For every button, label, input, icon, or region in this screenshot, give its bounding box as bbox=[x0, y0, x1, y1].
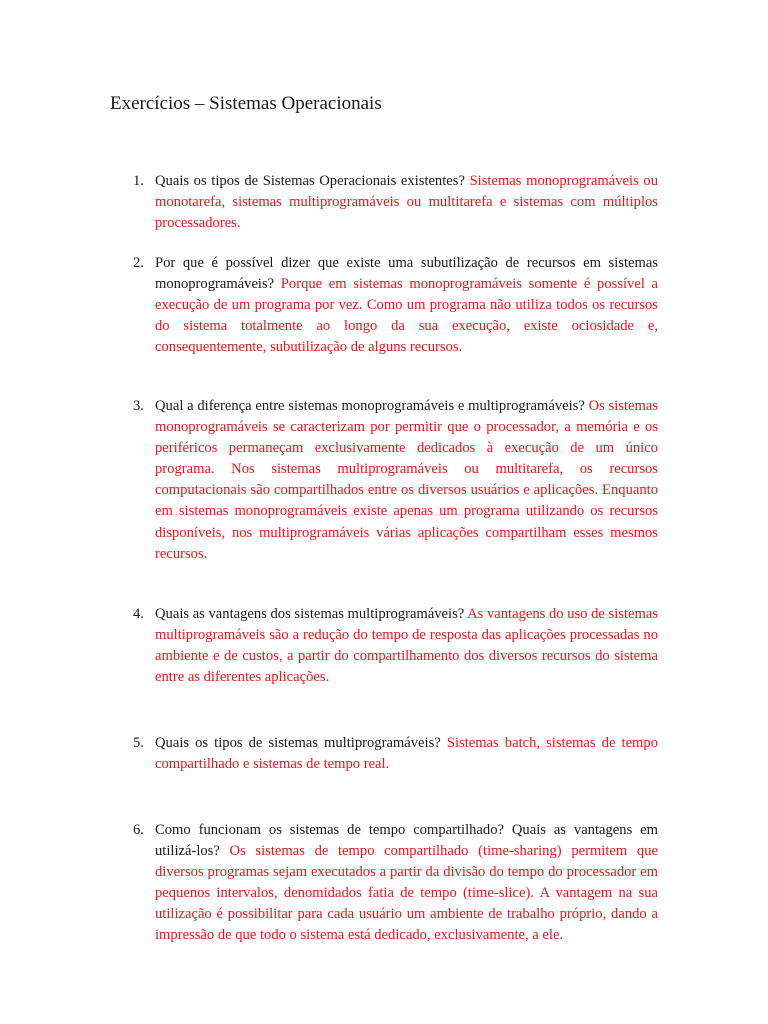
question-text: Como funcionam os sistemas de tempo compartilhado? Quais as vantagens em utilizá-los? bbox=[155, 822, 658, 860]
question-number: 2. bbox=[133, 255, 144, 271]
question-text: Quais as vantagens dos sistemas multiprogramáveis? bbox=[155, 606, 468, 622]
question-number: 3. bbox=[133, 398, 144, 414]
question-text: Por que é possível dizer que existe uma subutilização de recursos em sistemas monoprogramáveis? bbox=[155, 255, 658, 293]
answer-text: Porque em sistemas monoprogramáveis somente é possível a execução de um programa por vez. Como um programa não utiliza todos os recursos do sistema totalmente ao longo da sua execução, existe ociosidade e, consequentemente, subutilização de alguns recursos. bbox=[155, 276, 658, 356]
question-item bbox=[133, 733, 658, 775]
question-item bbox=[133, 820, 658, 947]
question-item bbox=[133, 253, 658, 358]
question-text: Qual a diferença entre sistemas monoprogramáveis e multiprogramáveis? bbox=[155, 398, 589, 414]
answer-text: As vantagens do uso de sistemas multiprogramáveis são a redução do tempo de resposta das aplicações processadas no ambiente e de custos, a partir do compartilhamento dos diversos recursos do sistema entre as diferentes aplicações. bbox=[155, 606, 659, 686]
question-number: 4. bbox=[133, 606, 144, 622]
answer-text: Os sistemas de tempo compartilhado (time-sharing) permitem que diversos programas sejam executados a partir da divisão do tempo do processador em pequenos intervalos, denomidados fatia de tempo (time-slice). A vantagem na sua utilização é possibilitar para cada usuário um ambiente de trabalho próprio, dando a impressão de que todo o sistema está dedicado, exclusivamente, a ele. bbox=[155, 843, 658, 944]
question-item bbox=[133, 171, 658, 234]
question-text: Quais os tipos de Sistemas Operacionais existentes? bbox=[155, 173, 470, 189]
question-text: Quais os tipos de sistemas multiprogramáveis? bbox=[155, 735, 447, 751]
answer-text: Os sistemas monoprogramáveis se caracterizam por permitir que o processador, a memória e os periféricos permaneçam exclusivamente dedicados à execução de um único programa. Nos sistemas multiprogramáveis ou multitarefa, os recursos computacionais são compartilhados entre os diversos usuários e aplicações. Enquanto em sistemas monoprogramáveis existe apenas um programa utilizando os recursos disponíveis, nos multiprogramáveis várias aplicações compartilham esses mesmos recursos. bbox=[155, 398, 658, 562]
page-title: Exercícios – Sistemas Operacionais bbox=[110, 93, 382, 114]
question-number: 1. bbox=[133, 173, 144, 189]
question-number: 5. bbox=[133, 735, 144, 751]
question-item bbox=[133, 396, 658, 565]
question-item bbox=[133, 604, 659, 688]
question-number: 6. bbox=[133, 822, 144, 838]
answer-text: Sistemas monoprogramáveis ou monotarefa, sistemas multiprogramáveis ou multitarefa e sistemas com múltiplos processadores. bbox=[155, 173, 658, 232]
answer-text: Sistemas batch, sistemas de tempo compartilhado e sistemas de tempo real. bbox=[155, 735, 658, 773]
